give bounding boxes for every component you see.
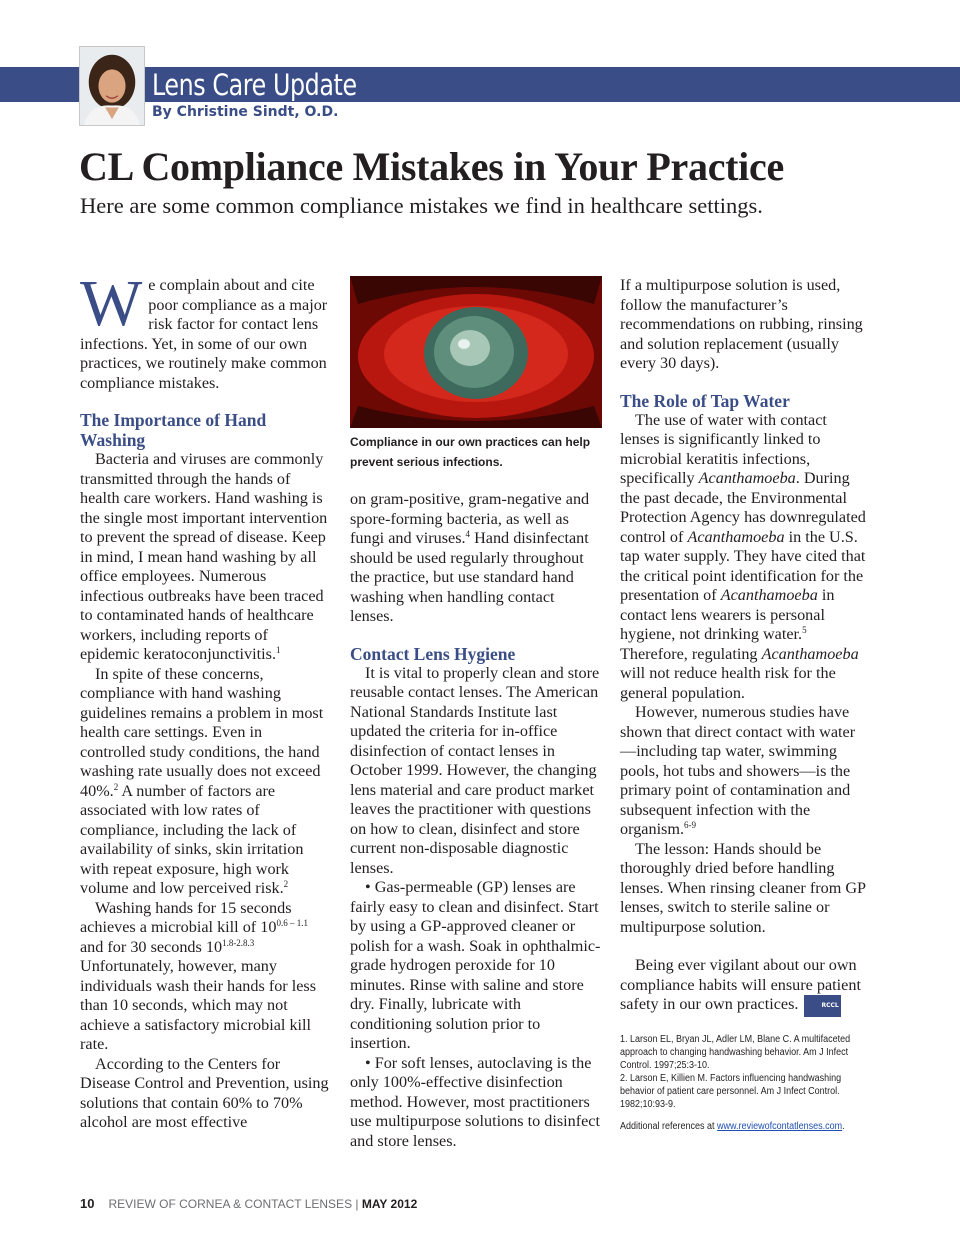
- page-footer: [80, 1196, 417, 1211]
- headline: CL Compliance Mistakes in Your Practice: [79, 144, 784, 189]
- paragraph: The use of water with contact lenses is significantly linked to microbial keratitis infections, specifically Acanthamoeba. During the past decade, the Environmental Protection Agency has downregulated control of Acanthamoeba in the U.S. tap water supply. They have cited that the critical point identification for the presentation of Acanthamoeba in contact lens wearers is personal hygiene, not drinking water.$^5$ Therefore, regulating Acanthamoeba will not reduce health risk for the general population.: [620, 410, 866, 702]
- end-mark-icon: RCCL: [804, 995, 840, 1017]
- paragraph: on gram-positive, gram-negative and spore-forming bacteria, as well as fungi and viruses.$^4$ Hand disinfectant should be used regularly throughout the practice, but use standard hand washing when handling contact lenses.: [350, 490, 590, 625]
- page-number: 10: [80, 1196, 95, 1211]
- additional-references: Additional references at www.reviewofcontatlenses.com.: [620, 1120, 845, 1132]
- heading-tap-water: The Role of Tap Water: [620, 390, 790, 411]
- closing-paragraph: Being ever vigilant about our own compliance habits will ensure patient safety in our own practices. RCCL: [620, 956, 870, 1017]
- column-3: [620, 276, 870, 1133]
- byline: By Christine Sindt, O.D.: [152, 104, 339, 120]
- reference-item: 2. Larson E, Killien M. Factors influencing handwashing behavior of patient care personnel. Am J Infect Control. 1982;10:93-9.: [620, 1072, 842, 1110]
- paragraph: In spite of these concerns, compliance with hand washing guidelines remains a problem in most health care settings. Even in controlled study conditions, the hand washing rate usually does not exceed 40%.$^2$ A number of factors are associated with low rates of compliance, including the lack of availability of sinks, skin irritation with repeat exposure, high work volume and low perceived risk.$^2$: [80, 664, 324, 897]
- bullet-paragraph: • For soft lenses, autoclaving is the only 100%-effective disinfection method. However, most practitioners use multipurpose solutions to disinfect and store lenses.: [350, 1053, 600, 1150]
- column-1: [80, 267, 330, 1133]
- references: [620, 1033, 869, 1111]
- paragraph: However, numerous studies have shown that direct contact with water—including tap water, swimming pools, hot tubs and showers—is the primary point of contamination and subsequent infection with the organism.$^{6-9}$: [620, 703, 856, 838]
- deck: Here are some common compliance mistakes we find in healthcare settings.: [80, 193, 763, 218]
- paragraph: It is vital to properly clean and store reusable contact lenses. The American National Standards Institute last updated the criteria for in-office disinfection of contact lenses in October 1999. However, the changing lens material and care product market leaves the practitioner with questions on how to clean, disinfect and store current non-disposable diagnostic lenses.: [350, 663, 600, 877]
- paragraph: Washing hands for 15 seconds achieves a microbial kill of $10^{0.6 - 1.1}$ and for 30 seconds $10^{1.8-2.8.3}$ Unfortunately, however, many individuals wash their hands for less than 10 seconds, which may not achieve a satisfactory microbial kill rate.: [80, 898, 317, 1053]
- reference-item: 1. Larson EL, Bryan JL, Adler LM, Blane C. A multifaceted approach to changing handwashing behavior. Am J Infect Control. 1997;25:3-10.: [620, 1033, 851, 1071]
- heading-hand-washing: The Importance of Hand Washing: [80, 410, 267, 450]
- figure-caption: Compliance in our own practices can help prevent serious infections.: [350, 435, 591, 469]
- paragraph: According to the Centers for Disease Control and Prevention, using solutions that contain 60% to 70% alcohol are most effective: [80, 1054, 329, 1131]
- paragraph: If a multipurpose solution is used, follow the manufacturer’s recommendations on rubbing, rinsing and solution replacement (usually every 30 days).: [620, 276, 863, 372]
- journal-name: REVIEW OF CORNEA & CONTACT LENSES |: [108, 1197, 362, 1211]
- infected-eye-photo: [350, 276, 602, 428]
- issue-date: MAY 2012: [361, 1197, 418, 1211]
- author-photo: [79, 46, 145, 126]
- lead-paragraph: We complain about and cite poor compliance as a major risk factor for contact lens infections. Yet, in some of our own practices, we routinely make common compliance mistakes.: [80, 267, 328, 392]
- heading-contact-lens-hygiene: Contact Lens Hygiene: [350, 643, 516, 664]
- paragraph: The lesson: Hands should be thoroughly dried before handling lenses. When rinsing cleaner from GP lenses, switch to sterile saline or multipurpose solution.: [620, 839, 866, 936]
- paragraph: Bacteria and viruses are commonly transmitted through the hands of health care workers. Hand washing is the single most important intervention to prevent the spread of disease. Keep in mind, I mean hand washing by all office employees. Numerous infectious outbreaks have been traced to contaminated hands of healthcare workers, including reports of epidemic keratoconjunctivitis.$^1$: [80, 450, 328, 663]
- references-link[interactable]: www.reviewofcontatlenses.com: [717, 1120, 843, 1132]
- column-title: Lens Care Update: [152, 68, 357, 102]
- bullet-paragraph: • Gas-permeable (GP) lenses are fairly easy to clean and disinfect. Start by using a GP-approved cleaner or polish for a wash. Soak in ophthalmic-grade hydrogen peroxide for 10 minutes. Rinse with saline and store dry. Finally, lubricate with conditioning solution prior to insertion.: [350, 878, 601, 1052]
- drop-cap: W: [80, 267, 143, 340]
- column-2: [350, 276, 602, 1151]
